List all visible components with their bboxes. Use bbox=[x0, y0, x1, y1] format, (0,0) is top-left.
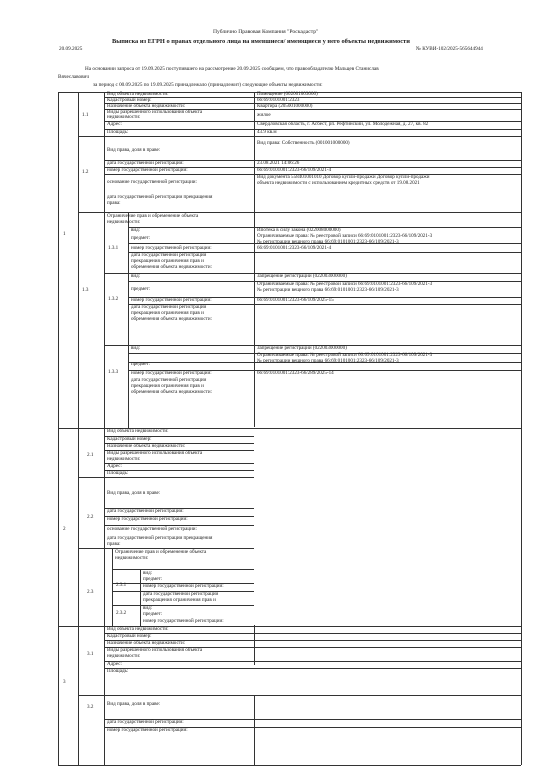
o3-label-right-type: Вид права, доля в праве: bbox=[107, 701, 161, 707]
document-date: 20.09.2025 bbox=[59, 46, 83, 52]
o2-label-stop-date: дата государственной регистрации прекращения bbox=[107, 535, 213, 541]
section-2-3: 2.3 bbox=[87, 589, 94, 595]
enc-1-kind-label: вид: bbox=[131, 227, 141, 233]
label-permitted-2: недвижимости: bbox=[107, 114, 141, 120]
enc-2-date-label-3: обременения объекта недвижимости: bbox=[131, 316, 213, 322]
object-row-1: 1 bbox=[63, 231, 66, 237]
enc-2-subject-1: Ограничиваемые права: № реестровой записи 66:69:0101001:2323-66/109/2021-3 bbox=[257, 281, 433, 287]
intro-line-2: Вячеславович bbox=[58, 74, 89, 80]
enc-3-kind: Запрещение регистрации (022003000000) bbox=[257, 345, 347, 351]
enc-id-2-3-1: 2.3.1 bbox=[116, 582, 127, 588]
section-2-2: 2.2 bbox=[87, 514, 94, 520]
value-area: 43.9 кв.м bbox=[257, 129, 277, 135]
o2-label-reg-num: номер государственной регистрации: bbox=[107, 516, 188, 522]
o2-e1-kind-label: вид: bbox=[143, 570, 153, 576]
enc-2-num-label: номер государственной регистрации: bbox=[131, 297, 212, 303]
enc-1-num-label: номер государственной регистрации: bbox=[131, 245, 212, 251]
value-cadnum: 66:69:0101001:2323 bbox=[257, 97, 300, 103]
enc-1-date-label-2: прекращения ограничения прав и bbox=[131, 258, 204, 264]
o2-label-right-type: Вид права, доля в праве: bbox=[107, 490, 161, 496]
intro-line-3: за период с 00.09.2025 по 19.09.2025 принадлежало (принадлежит) следующие объекты недвижимости: bbox=[93, 82, 323, 88]
enc-3-num: 66:69:0101001:2323-66/289/2025-14 bbox=[257, 370, 334, 376]
o2-label-stop-date-2: права: bbox=[107, 541, 121, 547]
o3-label-reg-date: дата государственной регистрации: bbox=[107, 719, 184, 725]
enc-id-3: 1.3.3 bbox=[108, 369, 119, 375]
o2-e1-subject-label: предмет: bbox=[143, 576, 163, 582]
o3-label-area: Площадь: bbox=[107, 668, 129, 674]
o3-label-permitted-2: недвижимости: bbox=[107, 653, 141, 659]
value-permitted: жилое bbox=[257, 112, 271, 118]
o2-e2-kind-label: вид: bbox=[143, 605, 153, 611]
o2-label-reg-date: дата государственной регистрации: bbox=[107, 508, 184, 514]
organization-name: Публично Правовая Компания "Роскадастр" bbox=[213, 29, 319, 35]
o2-label-area: Площадь: bbox=[107, 470, 129, 476]
o3-label-reg-num: номер государственной регистрации: bbox=[107, 727, 188, 733]
section-3-1: 3.1 bbox=[87, 651, 94, 657]
enc-3-subject-label: предмет: bbox=[131, 361, 151, 367]
value-address: Свердловская область, г. Асбест, рп. Рефтинский, ул. Молодежная, д. 27, кв. 82 bbox=[257, 121, 429, 127]
o2-label-encumbrance: Ограничение прав и обременение объекта bbox=[115, 549, 207, 555]
o2-e1-date-label: дата государственной регистрации bbox=[143, 591, 219, 597]
enc-3-kind-label: вид: bbox=[131, 345, 141, 351]
o2-e1-date-label-2: прекращения ограничения прав и bbox=[143, 597, 216, 603]
label-address: Адрес: bbox=[107, 121, 122, 127]
enc-3-date-label: дата государственной регистрации bbox=[131, 377, 207, 383]
o2-label-purpose: Назначение объекта недвижимости: bbox=[107, 443, 186, 449]
label-area: Площадь: bbox=[107, 129, 129, 135]
value-basis-1: Вид документа 558401001010 Договор купли-продажи Договор купли-продажи bbox=[257, 174, 430, 180]
label-reg-date: дата государственной регистрации: bbox=[107, 160, 184, 166]
enc-3-subject-1: Ограничиваемые права: № реестровой записи 66:69:0101001:2323-66/109/2021-3 bbox=[257, 352, 433, 358]
section-1-3: 1.3 bbox=[82, 287, 89, 293]
label-type: Вид объекта недвижимости: bbox=[107, 91, 169, 97]
enc-1-subject-1: Ограничиваемые права: № реестровой записи 66:69:0101001:2323-66/109/2021-3 bbox=[257, 233, 433, 239]
value-right-type: Вид права: Собственность (001001000000) bbox=[257, 140, 350, 146]
enc-3-num-label: номер государственной регистрации: bbox=[131, 370, 212, 376]
intro-line-1: На основании запроса от 19.09.2025 поступившего на рассмотрение 20.09.2025 сообщаем, что правообладателю Мальцев Станислав bbox=[85, 66, 379, 72]
enc-2-date-label: дата государственной регистрации bbox=[131, 304, 207, 310]
enc-2-subject-label: предмет: bbox=[131, 286, 151, 292]
label-purpose: Назначение объекта недвижимости: bbox=[107, 103, 186, 109]
enc-2-kind-label: вид: bbox=[131, 273, 141, 279]
value-reg-num: 66:69:0101001:2323-66/109/2021-4 bbox=[257, 167, 332, 173]
enc-id-1: 1.3.1 bbox=[108, 245, 119, 251]
enc-1-subject-label: предмет: bbox=[131, 235, 151, 241]
label-stop-date: дата государственной регистрации прекращения bbox=[107, 194, 213, 200]
enc-3-date-label-3: обременения объекта недвижимости: bbox=[131, 389, 213, 395]
o2-label-basis: основание государственной регистрации: bbox=[107, 526, 197, 532]
enc-3-subject-2: № регистрации вещного права 66:69:0101001:2323-66/109/2021-3 bbox=[257, 358, 399, 364]
o3-label-purpose: Назначение объекта недвижимости: bbox=[107, 640, 186, 646]
enc-1-subject-2: № регистрации вещного права 66:69:0101001:2323-66/109/2021-3 bbox=[257, 239, 399, 245]
section-2-1: 2.1 bbox=[87, 452, 94, 458]
label-stop-date-2: права: bbox=[107, 200, 121, 206]
section-3-2: 3.2 bbox=[87, 704, 94, 710]
value-purpose: Квартира (205001000000) bbox=[257, 103, 313, 109]
enc-1-kind: Ипотека в силу закона (022008000000) bbox=[257, 227, 341, 233]
o3-label-cadnum: Кадастровый номер: bbox=[107, 633, 152, 639]
o2-label-permitted-2: недвижимости: bbox=[107, 456, 141, 462]
o2-label-address: Адрес: bbox=[107, 463, 122, 469]
label-encumbrance-2: недвижимости: bbox=[107, 219, 141, 225]
label-right-type: Вид права, доля в праве: bbox=[107, 147, 161, 153]
enc-1-date-label-3: обременения объекта недвижимости: bbox=[131, 264, 213, 270]
document-number: № КУВИ-102/2025-565644944 bbox=[416, 46, 483, 52]
label-basis: основание государственной регистрации: bbox=[107, 179, 197, 185]
section-1-1: 1.1 bbox=[82, 112, 89, 118]
enc-2-kind: Запрещение регистрации (022003000000) bbox=[257, 273, 347, 279]
o2-label-permitted: Виды разрешенного использования объекта bbox=[107, 450, 203, 456]
enc-id-2: 1.3.2 bbox=[108, 296, 119, 302]
object-row-2: 2 bbox=[63, 526, 66, 532]
o3-label-address: Адрес: bbox=[107, 661, 122, 667]
o2-label-type: Вид объекта недвижимости: bbox=[107, 428, 169, 434]
document-title: Выписка из ЕГРН о правах отдельного лица на имевшиеся/ имеющиеся у него объекты недвижимости bbox=[112, 38, 410, 45]
o2-label-encumbrance-2: недвижимости: bbox=[115, 555, 149, 561]
label-reg-num: номер государственной регистрации: bbox=[107, 167, 188, 173]
label-encumbrance: Ограничение прав и обременение объекта bbox=[107, 213, 199, 219]
value-basis-2: объекта недвижимости с использованием кредитных средств от 19.08.2021 bbox=[257, 180, 420, 186]
value-type: Помещение (002001003000) bbox=[257, 91, 318, 97]
section-1-2: 1.2 bbox=[82, 169, 89, 175]
o2-label-cadnum: Кадастровый номер: bbox=[107, 436, 152, 442]
object-row-3: 3 bbox=[63, 679, 66, 685]
enc-1-date-label: дата государственной регистрации bbox=[131, 252, 207, 258]
o3-label-permitted: Виды разрешенного использования объекта bbox=[107, 647, 203, 653]
o2-e1-num-label: номер государственной регистрации: bbox=[143, 583, 224, 589]
label-permitted: Виды разрешенного использования объекта bbox=[107, 109, 203, 115]
enc-id-2-3-2: 2.3.2 bbox=[116, 610, 127, 616]
enc-2-num: 66:69:0101001:2323-66/109/2025-15 bbox=[257, 297, 334, 303]
enc-2-date-label-2: прекращения ограничения прав и bbox=[131, 310, 204, 316]
o2-e2-subject-label: предмет: bbox=[143, 611, 163, 617]
enc-2-subject-2: № регистрации вещного права 66:69:0101001:2323-66/109/2021-3 bbox=[257, 287, 399, 293]
label-cadnum: Кадастровый номер: bbox=[107, 97, 152, 103]
o2-e2-num-label: номер государственной регистрации: bbox=[143, 618, 224, 624]
value-reg-date: 23.08.2021 14:06:26 bbox=[257, 160, 300, 166]
enc-3-date-label-2: прекращения ограничения прав и bbox=[131, 383, 204, 389]
enc-1-num: 66:69:0101001:2323-66/109/2021-4 bbox=[257, 245, 332, 251]
o3-label-type: Вид объекта недвижимости: bbox=[107, 626, 169, 632]
